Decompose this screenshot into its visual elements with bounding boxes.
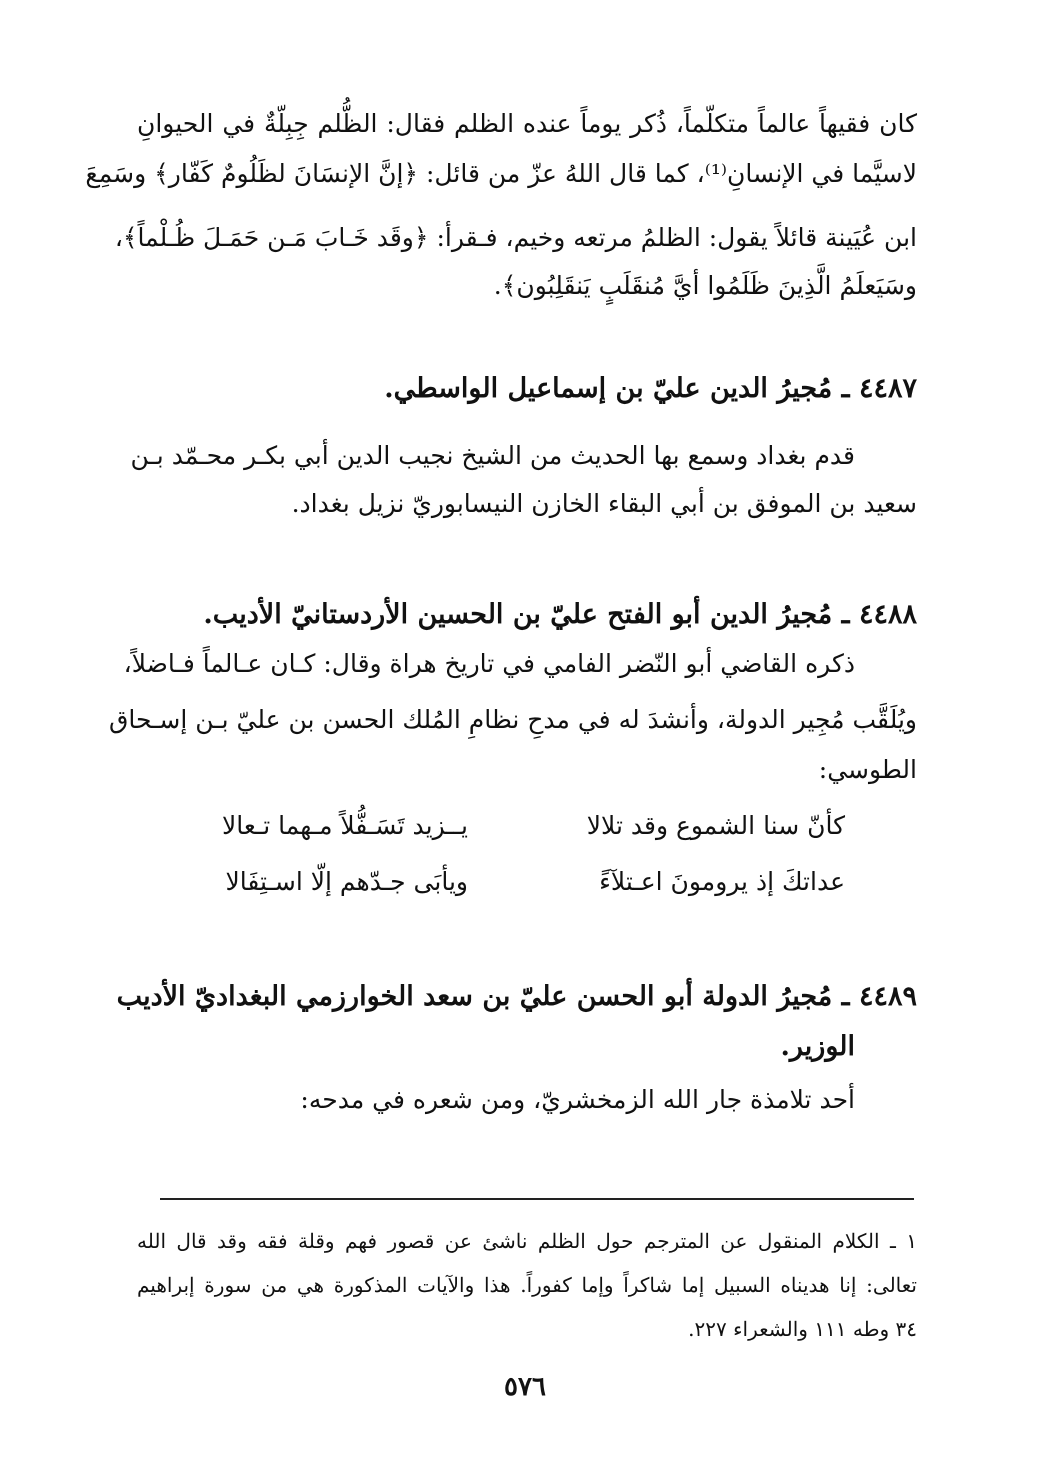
entry-text-line: قدم بغداد وسمع بها الحديث من الشيخ نجيب الدين أبي بكـر محـمّد بـن <box>130 441 855 470</box>
entry-text-line: الطوسي: <box>818 755 917 784</box>
entry-heading-4488: ٤٤٨٨ ـ مُجيرُ الدين أبو الفتح عليّ بن الحسين الأردستانيّ الأديب. <box>203 599 917 630</box>
verse-hemistich-left: ويأبَى جـدّهم إلّا اسـتِفَالا <box>225 867 468 896</box>
entry-heading-4489-continued: الوزير. <box>780 1031 855 1062</box>
footnote-line: ١ ـ الكلام المنقول عن المترجم حول الظلم ناشئ عن قصور فهم وقلة فقه وقد قال الله <box>137 1229 917 1253</box>
entry-text-line: أحد تلامذة جار الله الزمخشريّ، ومن شعره في مدحه: <box>300 1085 855 1114</box>
entry-text-line: سعيد بن الموفق بن أبي البقاء الخازن النيسابوريّ نزيل بغداد. <box>291 489 917 518</box>
footnote-line: ٣٤ وطه ١١١ والشعراء ٢٢٧. <box>688 1317 917 1341</box>
footnote-separator <box>160 1198 914 1200</box>
entry-heading-4487: ٤٤٨٧ ـ مُجيرُ الدين عليّ بن إسماعيل الواسطي. <box>384 373 917 404</box>
paragraph-line: ابن عُيَينة قائلاً يقول: الظلمُ مرتعه وخيم، فـقرأ: ﴿وقَد خَـابَ مَـن حَمَـلَ ظُـلْماً﴾، <box>114 223 917 252</box>
verse-hemistich-left: يــزيد تَسَـفُّلاً مـهما تـعالا <box>222 811 468 840</box>
entry-heading-4489: ٤٤٨٩ ـ مُجيرُ الدولة أبو الحسن عليّ بن سعد الخوارزمي البغداديّ الأديب <box>116 981 917 1012</box>
paragraph-line: كان فقيهاً عالماً متكلّماً، ذُكر يوماً عنده الظلم فقال: الظُّلم جِبِلّةٌ في الحيوانِ <box>137 109 917 138</box>
page-number: ٥٧٦ <box>504 1372 546 1402</box>
verse-hemistich-right: كأنّ سنا الشموع وقد تلالا <box>586 811 845 840</box>
footnote-line: تعالى: إنا هديناه السبيل إما شاكراً وإما كفوراً. هذا والآيات المذكورة هي من سورة إبراهيم <box>137 1273 917 1297</box>
paragraph-line: وسَيَعلَمُ الَّذِينَ ظَلَمُوا أيَّ مُنقَلَبٍ يَنقَلِبُون﴾. <box>493 271 917 300</box>
entry-text-line: ويُلَقَّب مُجِير الدولة، وأنشدَ له في مدحِ نظامِ المُلك الحسن بن عليّ بـن إسـحاق <box>108 705 917 734</box>
paragraph-line: لاسيَّما في الإنسانِ⁽¹⁾، كما قال اللهُ عزّ من قائل: ﴿إنَّ الإنسَانَ لظَلُومٌ كَفّار﴾ وسَمِعَ <box>85 159 917 188</box>
verse-hemistich-right: عداتكَ إذ يرومونَ اعـتلآءً <box>599 867 845 896</box>
entry-text-line: ذكره القاضي أبو النّضر الفامي في تاريخ هراة وقال: كـان عـالماً فـاضلاً، <box>123 649 855 678</box>
